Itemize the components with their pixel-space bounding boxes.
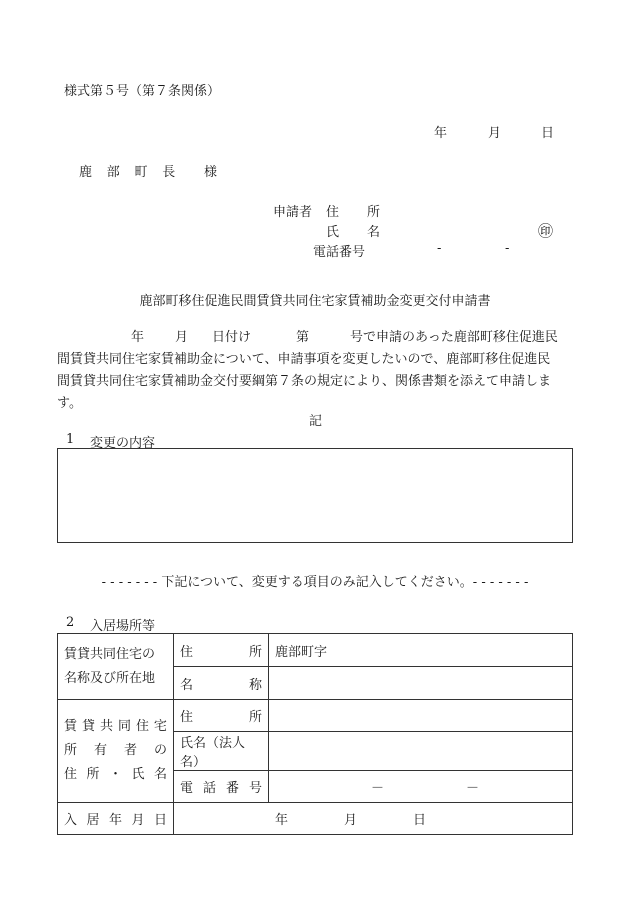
body-line1-rest: 号で申請のあった鹿部町移住促進民 — [350, 330, 558, 345]
owner-name-field[interactable] — [269, 732, 573, 771]
owner-name-label-cell: 氏名（法人名） — [174, 732, 269, 771]
body-line4: す。 — [57, 396, 82, 411]
move-in-label-cell: 入 居 年 月 日 — [58, 803, 174, 835]
body-number-prefix: 第 — [296, 330, 310, 345]
date-month: 月 — [488, 126, 502, 141]
name-label-cell: 名 称 — [174, 667, 269, 700]
applicant-label: 申請者 — [273, 205, 313, 220]
housing-name-field[interactable] — [269, 667, 573, 700]
body-year: 年 — [131, 330, 145, 345]
change-content-box[interactable] — [57, 448, 573, 543]
table-row — [58, 700, 573, 732]
move-in-date-field[interactable]: 年 月 日 — [174, 803, 573, 835]
section1-title: 変更の内容 — [90, 436, 156, 451]
phone-label-cell: 電 話 番 号 — [174, 771, 269, 803]
date-year: 年 — [434, 126, 448, 141]
phone-separator: - — [437, 241, 442, 256]
section2-number: 2 — [66, 615, 75, 630]
table-row — [58, 634, 573, 667]
owner-phone-field[interactable]: － － — [269, 771, 573, 803]
applicant-name-label: 氏 名 — [326, 225, 380, 240]
applicant-phone-label: 電話番号 — [313, 245, 366, 260]
body-day: 日付け — [212, 330, 252, 345]
body-line2: 間賃貸共同住宅家賃補助金について、申請事項を変更したいので、鹿部町移住促進民 — [57, 352, 551, 367]
seal-mark: ㊞ — [538, 222, 554, 240]
notice-line: - - - - - - - 下記について、変更する項目のみ記入してください。- - - - - - - — [101, 575, 529, 590]
phone-separator: - — [505, 241, 510, 256]
owner-address-field[interactable] — [269, 700, 573, 732]
housing-label-cell: 賃貸共同住宅の 名称及び所在地 — [58, 634, 174, 700]
body-month: 月 — [175, 330, 189, 345]
body-line3: 間賃貸共同住宅家賃補助金交付要綱第７条の規定により、関係書類を添えて申請しま — [57, 374, 552, 389]
section1-number: 1 — [66, 432, 75, 447]
ki-mark: 記 — [309, 414, 323, 429]
owner-label-cell: 賃 貸 共 同 住 宅 所 有 者 の 住 所 ・ 氏 名 — [58, 700, 174, 803]
addressee: 鹿 部 町 長 様 — [79, 165, 217, 180]
addr-label-cell: 住 所 — [174, 634, 269, 667]
date-day: 日 — [541, 126, 555, 141]
residence-table — [57, 633, 573, 835]
owner-addr-label-cell: 住 所 — [174, 700, 269, 732]
housing-address-field[interactable]: 鹿部町字 — [269, 634, 573, 667]
table-row — [58, 803, 573, 835]
section2-title: 入居場所等 — [90, 619, 156, 634]
form-number: 様式第５号（第７条関係） — [64, 84, 221, 99]
document-title: 鹿部町移住促進民間賃貸共同住宅家賃補助金変更交付申請書 — [139, 294, 491, 309]
applicant-address-label: 住 所 — [326, 205, 380, 220]
